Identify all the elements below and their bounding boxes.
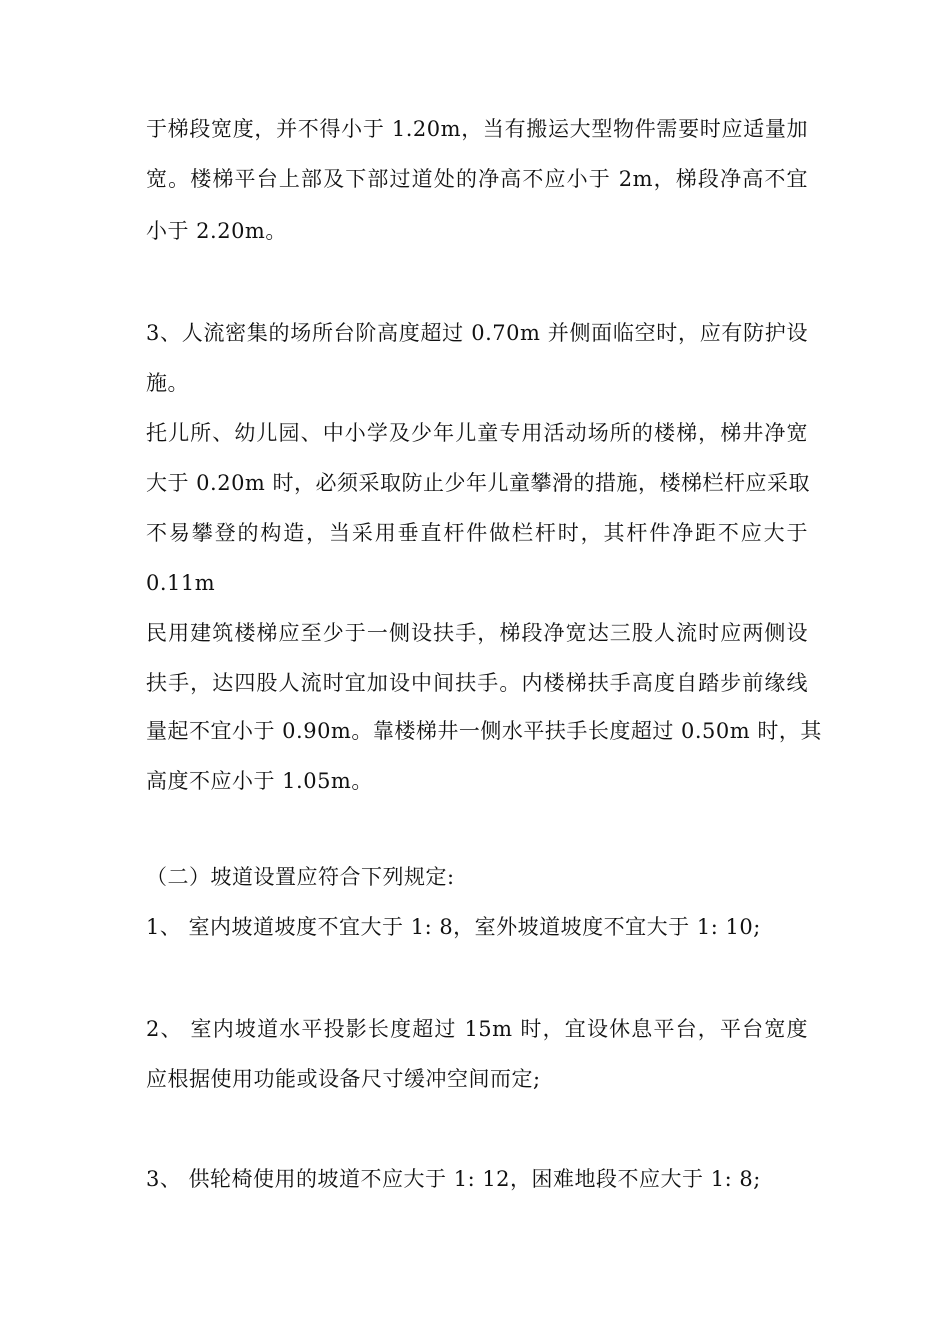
text-line: 托儿所、幼儿园、中小学及少年儿童专用活动场所的楼梯，梯井净宽: [146, 421, 808, 445]
text-line: 量起不宜小于 0.90m。靠楼梯井一侧水平扶手长度超过 0.50m 时，其: [146, 719, 822, 743]
text-line: 不易攀登的构造，当采用垂直杆件做栏杆时，其杆件净距不应大于: [146, 521, 808, 545]
text-line: 小于 2.20m。: [146, 219, 287, 243]
text-line: 大于 0.20m 时，必须采取防止少年儿童攀滑的措施，楼梯栏杆应采取: [146, 471, 811, 495]
list-item: 2、 室内坡道水平投影长度超过 15m 时，宜设休息平台，平台宽度: [146, 1017, 808, 1041]
text-line: 于梯段宽度，并不得小于 1.20m，当有搬运大型物件需要时应适量加: [146, 117, 808, 141]
text-line: 民用建筑楼梯应至少于一侧设扶手，梯段净宽达三股人流时应两侧设: [146, 621, 808, 645]
text-line: 施。: [146, 371, 189, 395]
text-line: 宽。楼梯平台上部及下部过道处的净高不应小于 2m，梯段净高不宜: [146, 167, 808, 191]
text-line: 0.11m: [146, 571, 216, 595]
list-item: 3、 供轮椅使用的坡道不应大于 1: 12，困难地段不应大于 1: 8;: [146, 1167, 761, 1191]
list-item: 1、 室内坡道坡度不宜大于 1: 8，室外坡道坡度不宜大于 1: 10;: [146, 915, 761, 939]
text-line: 扶手，达四股人流时宜加设中间扶手。内楼梯扶手高度自踏步前缘线: [146, 671, 808, 695]
text-line: 3、人流密集的场所台阶高度超过 0.70m 并侧面临空时，应有防护设: [146, 321, 808, 345]
text-line: 应根据使用功能或设备尺寸缓冲空间而定;: [146, 1067, 541, 1091]
section-heading: （二）坡道设置应符合下列规定:: [146, 865, 455, 889]
text-line: 高度不应小于 1.05m。: [146, 769, 373, 793]
